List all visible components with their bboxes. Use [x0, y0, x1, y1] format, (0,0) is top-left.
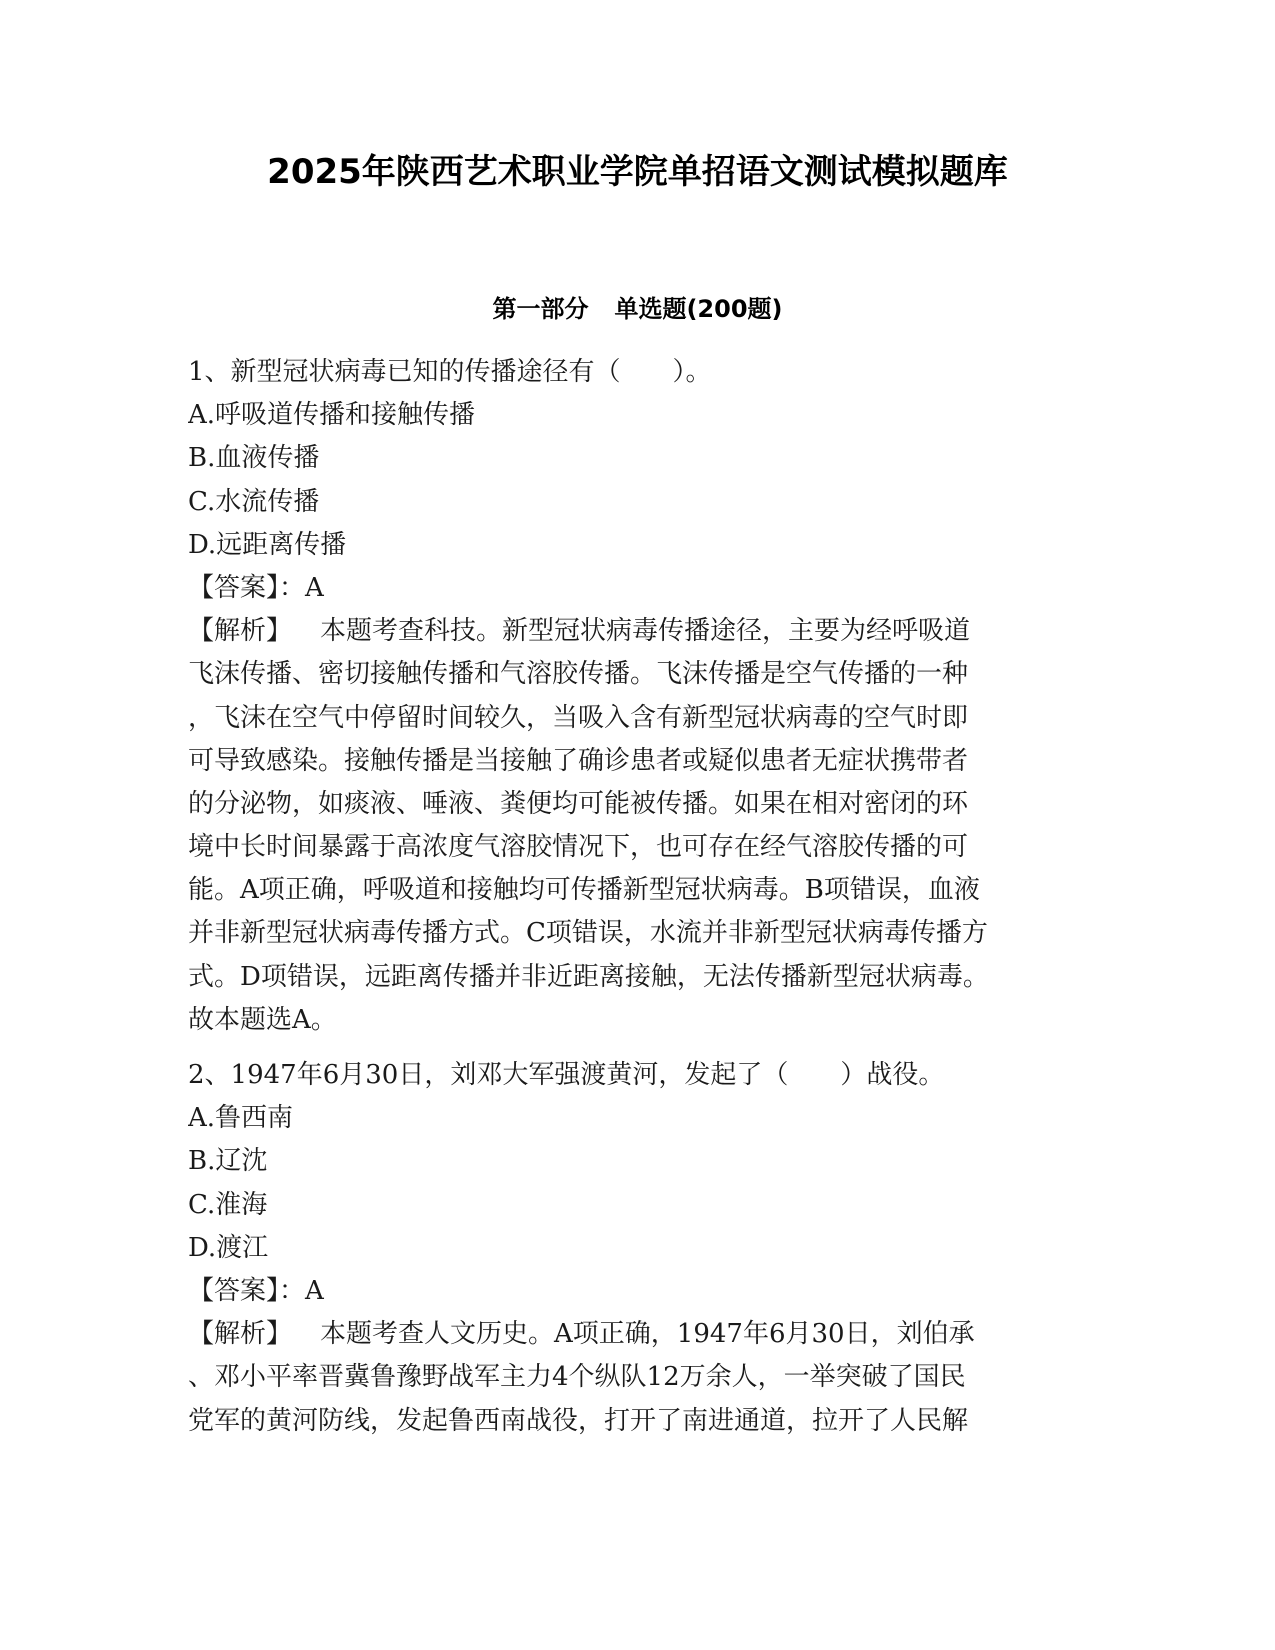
analysis-line: 、邓小平率晋冀鲁豫野战军主力4个纵队12万余人，一举突破了国民	[188, 1362, 966, 1393]
question-stem: 2、1947年6月30日，刘邓大军强渡黄河，发起了（ ）战役。	[188, 1060, 945, 1090]
option-c: C.水流传播	[188, 486, 320, 517]
section-part-label: 第一部分	[492, 295, 589, 323]
answer-value: A	[305, 1275, 324, 1306]
analysis-line: 党军的黄河防线，发起鲁西南战役，打开了南进通道，拉开了人民解	[188, 1405, 969, 1436]
analysis-text: 本题考查人文历史。A项正确，1947年6月30日，刘伯承	[320, 1319, 975, 1350]
answer-line	[188, 567, 1088, 610]
answer-label: 【答案】：	[188, 572, 306, 603]
analysis-line: 的分泌物，如痰液、唾液、粪便均可能被传播。如果在相对密闭的环	[188, 788, 969, 819]
analysis-line: 故本题选A。	[188, 1004, 337, 1035]
analysis-label: 【解析】	[188, 1319, 293, 1350]
analysis-line: 式。D项错误，远距离传播并非近距离接触，无法传播新型冠状病毒。	[188, 961, 989, 992]
question-item	[188, 351, 1088, 1042]
option-d: D.远距离传播	[188, 529, 347, 560]
option-a: A.鲁西南	[188, 1103, 294, 1134]
option-c: C.淮海	[188, 1189, 268, 1220]
question-list	[188, 351, 1088, 1443]
option-d: D.渡江	[188, 1232, 269, 1263]
answer-line	[188, 1270, 1088, 1313]
option-a: A.呼吸道传播和接触传播	[188, 400, 476, 431]
option-b: B.辽沈	[188, 1146, 268, 1177]
document-title: 2025年陕西艺术职业学院单招语文测试模拟题库	[267, 152, 1008, 192]
analysis-line: 境中长时间暴露于高浓度气溶胶情况下，也可存在经气溶胶传播的可	[188, 832, 969, 863]
section-heading	[0, 292, 1275, 326]
analysis-text: 本题考查科技。新型冠状病毒传播途径，主要为经呼吸道	[320, 616, 971, 647]
analysis-label: 【解析】	[188, 616, 293, 647]
answer-value: A	[305, 572, 324, 603]
answer-label: 【答案】：	[188, 1275, 306, 1306]
option-b: B.血液传播	[188, 443, 320, 474]
analysis-line	[188, 1313, 1088, 1356]
section-name-label: 单选题(200题)	[614, 295, 783, 323]
analysis-line: 并非新型冠状病毒传播方式。C项错误，水流并非新型冠状病毒传播方	[188, 918, 988, 949]
analysis-line: 可导致感染。接触传播是当接触了确诊患者或疑似患者无症状携带者	[188, 745, 969, 776]
question-stem: 1、新型冠状病毒已知的传播途径有（ ）。	[188, 357, 712, 387]
question-item	[188, 1054, 1088, 1443]
analysis-line: 能。A项正确，呼吸道和接触均可传播新型冠状病毒。B项错误，血液	[188, 875, 980, 906]
analysis-line	[188, 610, 1088, 653]
analysis-line: ，飞沫在空气中停留时间较久，当吸入含有新型冠状病毒的空气时即	[188, 702, 969, 733]
analysis-line: 飞沫传播、密切接触传播和气溶胶传播。飞沫传播是空气传播的一种	[188, 659, 969, 690]
